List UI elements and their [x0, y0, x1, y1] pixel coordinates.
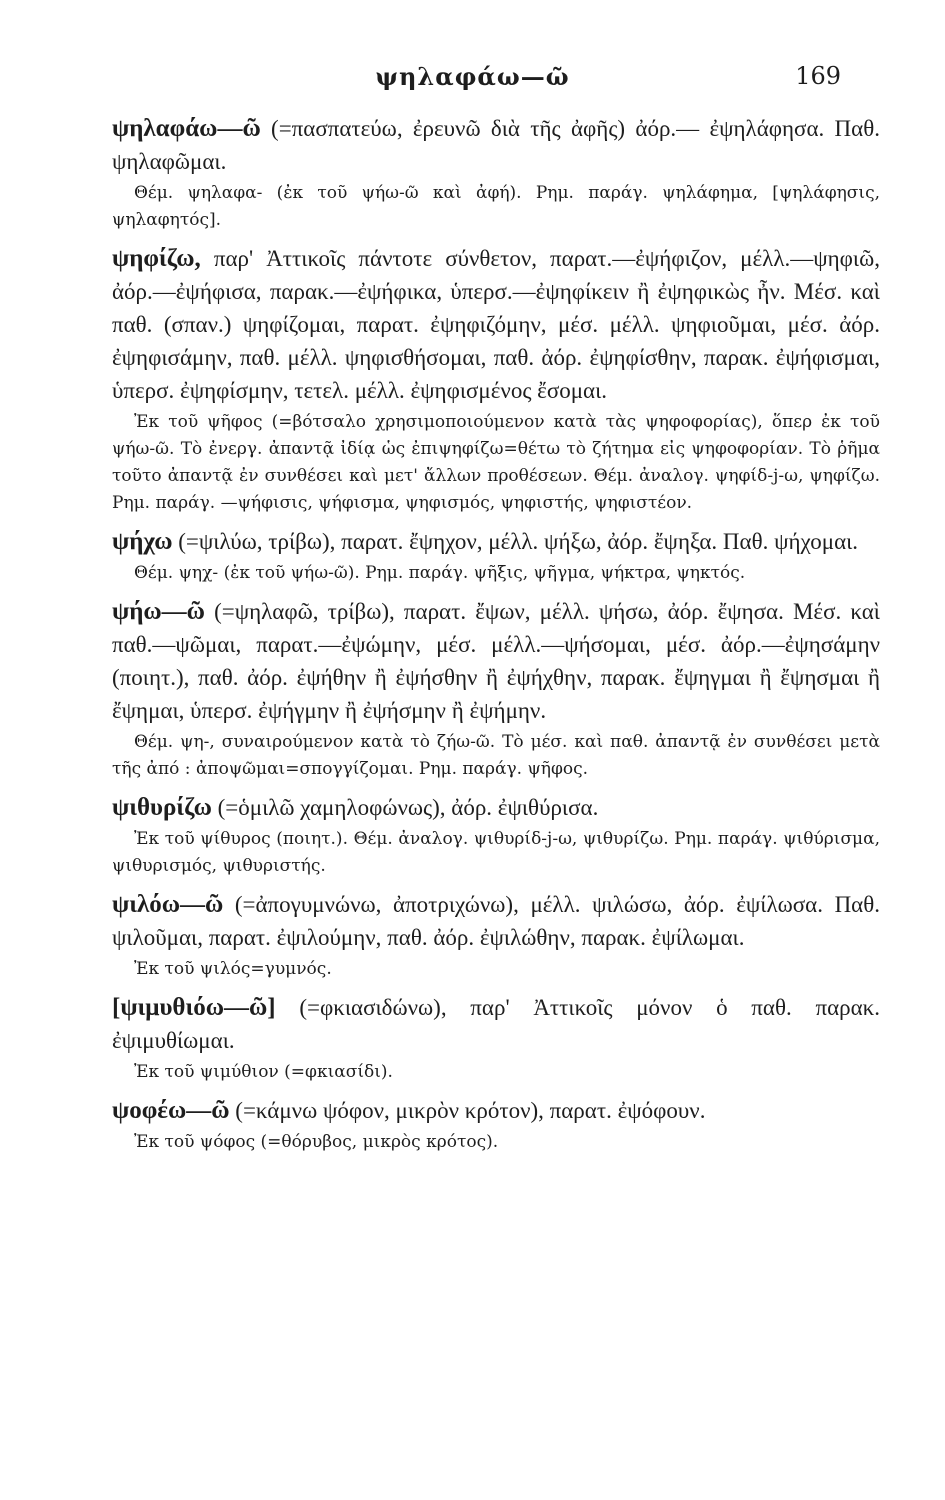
entry-main: [112, 791, 880, 824]
dictionary-entry: [112, 888, 880, 983]
entry-note: Ἐκ τοῦ ψῆφος (=βότσαλο χρησιμοποιούμενον κατὰ τὰς ψηφοφορίας), ὅπερ ἐκ τοῦ ψήω-ῶ. Τὸ ἐνεργ. ἀπαντᾷ ἰδίᾳ ὡς ἐπιψηφίζω=θέτω τὸ ζήτημα εἰς ψηφοφορίαν. Τὸ ῥῆμα τοῦτο ἀπαντᾷ ἐν συνθέσει καὶ μετ' ἄλλων προθέσεων. Θέμ. ἀναλογ. ψηφίδ-j-ω, ψηφίζω. Ρημ. παράγ. —ψήφισις, ψήφισμα, ψηφισμός, ψηφιστής, ψηφιστέον.: [112, 412, 880, 513]
page-number: 169: [795, 62, 841, 90]
entry-main: [112, 112, 880, 178]
entry-note: Θέμ. ψηχ- (ἐκ τοῦ ψήω-ῶ). Ρημ. παράγ. ψῆξις, ψῆγμα, ψήκτρα, ψηκτός.: [134, 563, 746, 583]
entry-definition: (=ἀπογυμνώνω, ἀποτριχώνω), μέλλ. ψιλώσω, ἀόρ. ἐψίλωσα. Παθ. ψιλοῦμαι, παρατ. ἐψιλούμην, παθ. ἀόρ. ἐψιλώθην, παρακ. ἐψίλωμαι.: [112, 892, 880, 950]
dictionary-entry: [112, 791, 880, 880]
entry-note: Θέμ. ψηλαφα- (ἐκ τοῦ ψήω-ῶ καὶ ἀφή). Ρημ. παράγ. ψηλάφημα, [ψηλάφησις, ψηλαφητός].: [112, 183, 880, 230]
entry-main: [112, 242, 880, 407]
entry-lemma: ψηφίζω,: [112, 245, 201, 272]
entry-lemma: ψοφέω—ῶ: [112, 1097, 230, 1124]
entry-lemma: ψιθυρίζω: [112, 794, 212, 821]
entry-definition: (=φκιασιδώνω), παρ' Ἀττικοῖς μόνον ὁ παθ. παρακ. ἐψιμυθίωμαι.: [112, 995, 880, 1053]
entry-note: Ἐκ τοῦ ψίθυρος (ποιητ.). Θέμ. ἀναλογ. ψιθυρίδ-j-ω, ψιθυρίζω. Ρημ. παράγ. ψιθύρισμα, ψιθυρισμός, ψιθυριστής.: [112, 829, 880, 876]
entry-note: Ἐκ τοῦ ψιλός=γυμνός.: [134, 959, 332, 979]
dictionary-entry: [112, 112, 880, 234]
entry-main: [112, 991, 880, 1057]
dictionary-entry: [112, 525, 880, 587]
running-head: ψηλαφάω—ῶ: [375, 62, 570, 91]
entry-main: [112, 1094, 880, 1127]
entry-definition: (=ψηλαφῶ, τρίβω), παρατ. ἔψων, μέλλ. ψήσω, ἀόρ. ἔψησα. Μέσ. καὶ παθ.—ψῶμαι, παρατ.—ἐψώμην, μέσ. μέλλ.—ψήσομαι, μέσ. ἀόρ.—ἐψησάμην (ποιητ.), παθ. ἀόρ. ἐψήθην ἢ ἐψήσθην ἢ ἐψήχθην, παρακ. ἔψηγμαι ἢ ἔψησμαι ἢ ἔψημαι, ὑπερσ. ἐψήγμην ἢ ἐψήσμην ἢ ἐψήμην.: [112, 599, 880, 723]
entry-note: Ἐκ τοῦ ψόφος (=θόρυβος, μικρὸς κρότος).: [134, 1132, 499, 1152]
entry-main: [112, 525, 880, 558]
dictionary-entry: [112, 991, 880, 1086]
entry-main: [112, 888, 880, 954]
entry-definition: (=κάμνω ψόφον, μικρὸν κρότον), παρατ. ἐψόφουν.: [229, 1098, 706, 1123]
entry-lemma: ψηλαφάω—ῶ: [112, 115, 261, 142]
page-header: [0, 62, 945, 92]
entry-lemma: ψήχω: [112, 528, 173, 555]
dictionary-entry: [112, 1094, 880, 1156]
entry-main: [112, 595, 880, 727]
dictionary-entry: [112, 595, 880, 783]
entry-lemma: [ψιμυθιόω—ῶ]: [112, 994, 276, 1021]
dictionary-entry: [112, 242, 880, 517]
entry-lemma: ψήω—ῶ: [112, 598, 205, 625]
entry-note: Ἐκ τοῦ ψιμύθιον (=φκιασίδι).: [134, 1062, 393, 1082]
page-body: [112, 112, 880, 1164]
entry-note: Θέμ. ψη-, συναιρούμενον κατὰ τὸ ζήω-ῶ. Τὸ μέσ. καὶ παθ. ἀπαντᾷ ἐν συνθέσει μετὰ τῆς ἀπό : ἀποψῶμαι=σπογγίζομαι. Ρημ. παράγ. ψῆφος.: [112, 732, 880, 779]
entry-definition: (=πασπατεύω, ἐρευνῶ διὰ τῆς ἀφῆς) ἀόρ.— ἐψηλάφησα. Παθ. ψηλαφῶμαι.: [112, 116, 880, 174]
entry-definition: παρ' Ἀττικοῖς πάντοτε σύνθετον, παρατ.—ἐψήφιζον, μέλλ.—ψηφιῶ, ἀόρ.—ἐψήφισα, παρακ.—ἐψήφικα, ὑπερσ.—ἐψηφίκειν ἢ ἐψηφικὼς ἦν. Μέσ. καὶ παθ. (σπαν.) ψηφίζομαι, παρατ. ἐψηφιζόμην, μέσ. μέλλ. ψηφιοῦμαι, μέσ. ἀόρ. ἐψηφισάμην, παθ. μέλλ. ψηφισθήσομαι, παθ. ἀόρ. ἐψηφίσθην, παρακ. ἐψήφισμαι, ὑπερσ. ἐψηφίσμην, τετελ. μέλλ. ἐψηφισμένος ἔσομαι.: [112, 246, 880, 403]
entry-definition: (=ὁμιλῶ χαμηλοφώνως), ἀόρ. ἐψιθύρισα.: [211, 795, 599, 820]
entry-lemma: ψιλόω—ῶ: [112, 891, 224, 918]
entry-definition: (=ψιλύω, τρίβω), παρατ. ἔψηχον, μέλλ. ψήξω, ἀόρ. ἔψηξα. Παθ. ψήχομαι.: [172, 529, 859, 554]
